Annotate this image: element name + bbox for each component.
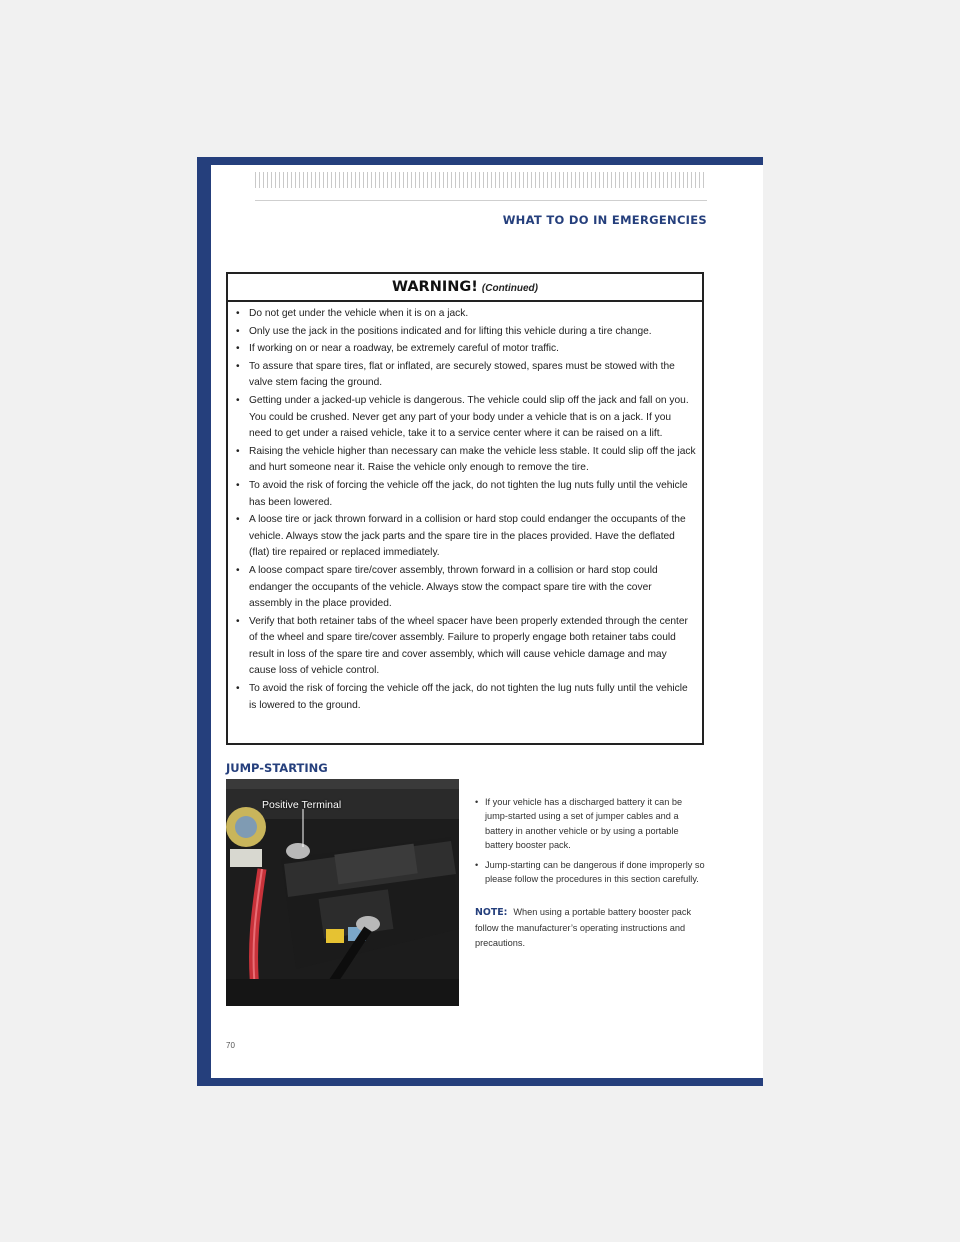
warning-list (228, 302, 702, 714)
warning-item: • A loose tire or jack thrown forward in a collision or hard stop could endanger the occupants of the vehicle. Always stow the jack parts and the spare tire in the places provided. Have the deflated (flat) tire repaired or replaced immediately. (236, 514, 686, 559)
jump-starting-bullets (475, 795, 707, 893)
note-text: When using a portable battery booster pack follow the manufacturer’s operating instructions and precautions. (475, 907, 692, 948)
warning-item: • To avoid the risk of forcing the vehicle off the jack, do not tighten the lug nuts fully until the vehicle has been lowered. (236, 479, 688, 508)
jump-starting-heading: JUMP-STARTING (226, 761, 328, 775)
warning-item: • Getting under a jacked-up vehicle is dangerous. The vehicle could slip off the jack and fall on you. You could be crushed. Never get any part of your body under a vehicle that is on a jack. If you need to get under a raised vehicle, take it to a service center where it can be raised on a lift. (236, 394, 689, 440)
list-item: • If your vehicle has a discharged battery it can be jump-started using a set of jumper cables and a battery in another vehicle or by using a portable battery booster pack. (475, 797, 683, 850)
warning-item: • If working on or near a roadway, be extremely careful of motor traffic. (236, 343, 559, 355)
list-item: • Jump-starting can be dangerous if done improperly so please follow the procedures in this section carefully. (475, 860, 705, 885)
header-divider (255, 200, 707, 201)
warning-item: • Raising the vehicle higher than necessary can make the vehicle less stable. It could slip off the jack and hurt someone near it. Raise the vehicle only enough to remove the tire. (236, 445, 696, 474)
note-paragraph (475, 905, 707, 952)
warning-item: • A loose compact spare tire/cover assembly, thrown forward in a collision or hard stop could endanger the occupants of the vehicle. Always stow the compact spare tire with the cover assembly in the place provided. (236, 564, 658, 610)
warning-box (226, 272, 704, 745)
warning-item: • To avoid the risk of forcing the vehicle off the jack, do not tighten the lug nuts fully until the vehicle is lowered to the ground. (236, 683, 688, 711)
battery-photo (226, 779, 459, 1006)
warning-item: • Only use the jack in the positions indicated and for lifting this vehicle during a tire change. (236, 325, 652, 337)
page-number: 70 (226, 1041, 235, 1050)
warning-item: • To assure that spare tires, flat or inflated, are securely stowed, spares must be stowed with the valve stem facing the ground. (236, 360, 675, 389)
warning-item: • Verify that both retainer tabs of the wheel spacer have been properly extended through the center of the wheel and spare tire/cover assembly. Failure to properly engage both retainer tabs could result in loss of the spare tire and cover assembly, which will cause vehicle damage and may cause loss of vehicle control. (236, 615, 688, 677)
warning-continued-label: (Continued) (481, 283, 538, 294)
section-title: WHAT TO DO IN EMERGENCIES (502, 213, 707, 227)
warning-header (228, 274, 702, 302)
warning-title: WARNING! (391, 279, 478, 295)
warning-item: • Do not get under the vehicle when it is on a jack. (236, 308, 469, 319)
battery-illustration (226, 779, 459, 1006)
note-label: NOTE: (475, 907, 508, 918)
decorative-tick-strip (255, 172, 707, 188)
positive-terminal-label: Positive Terminal (262, 799, 342, 811)
